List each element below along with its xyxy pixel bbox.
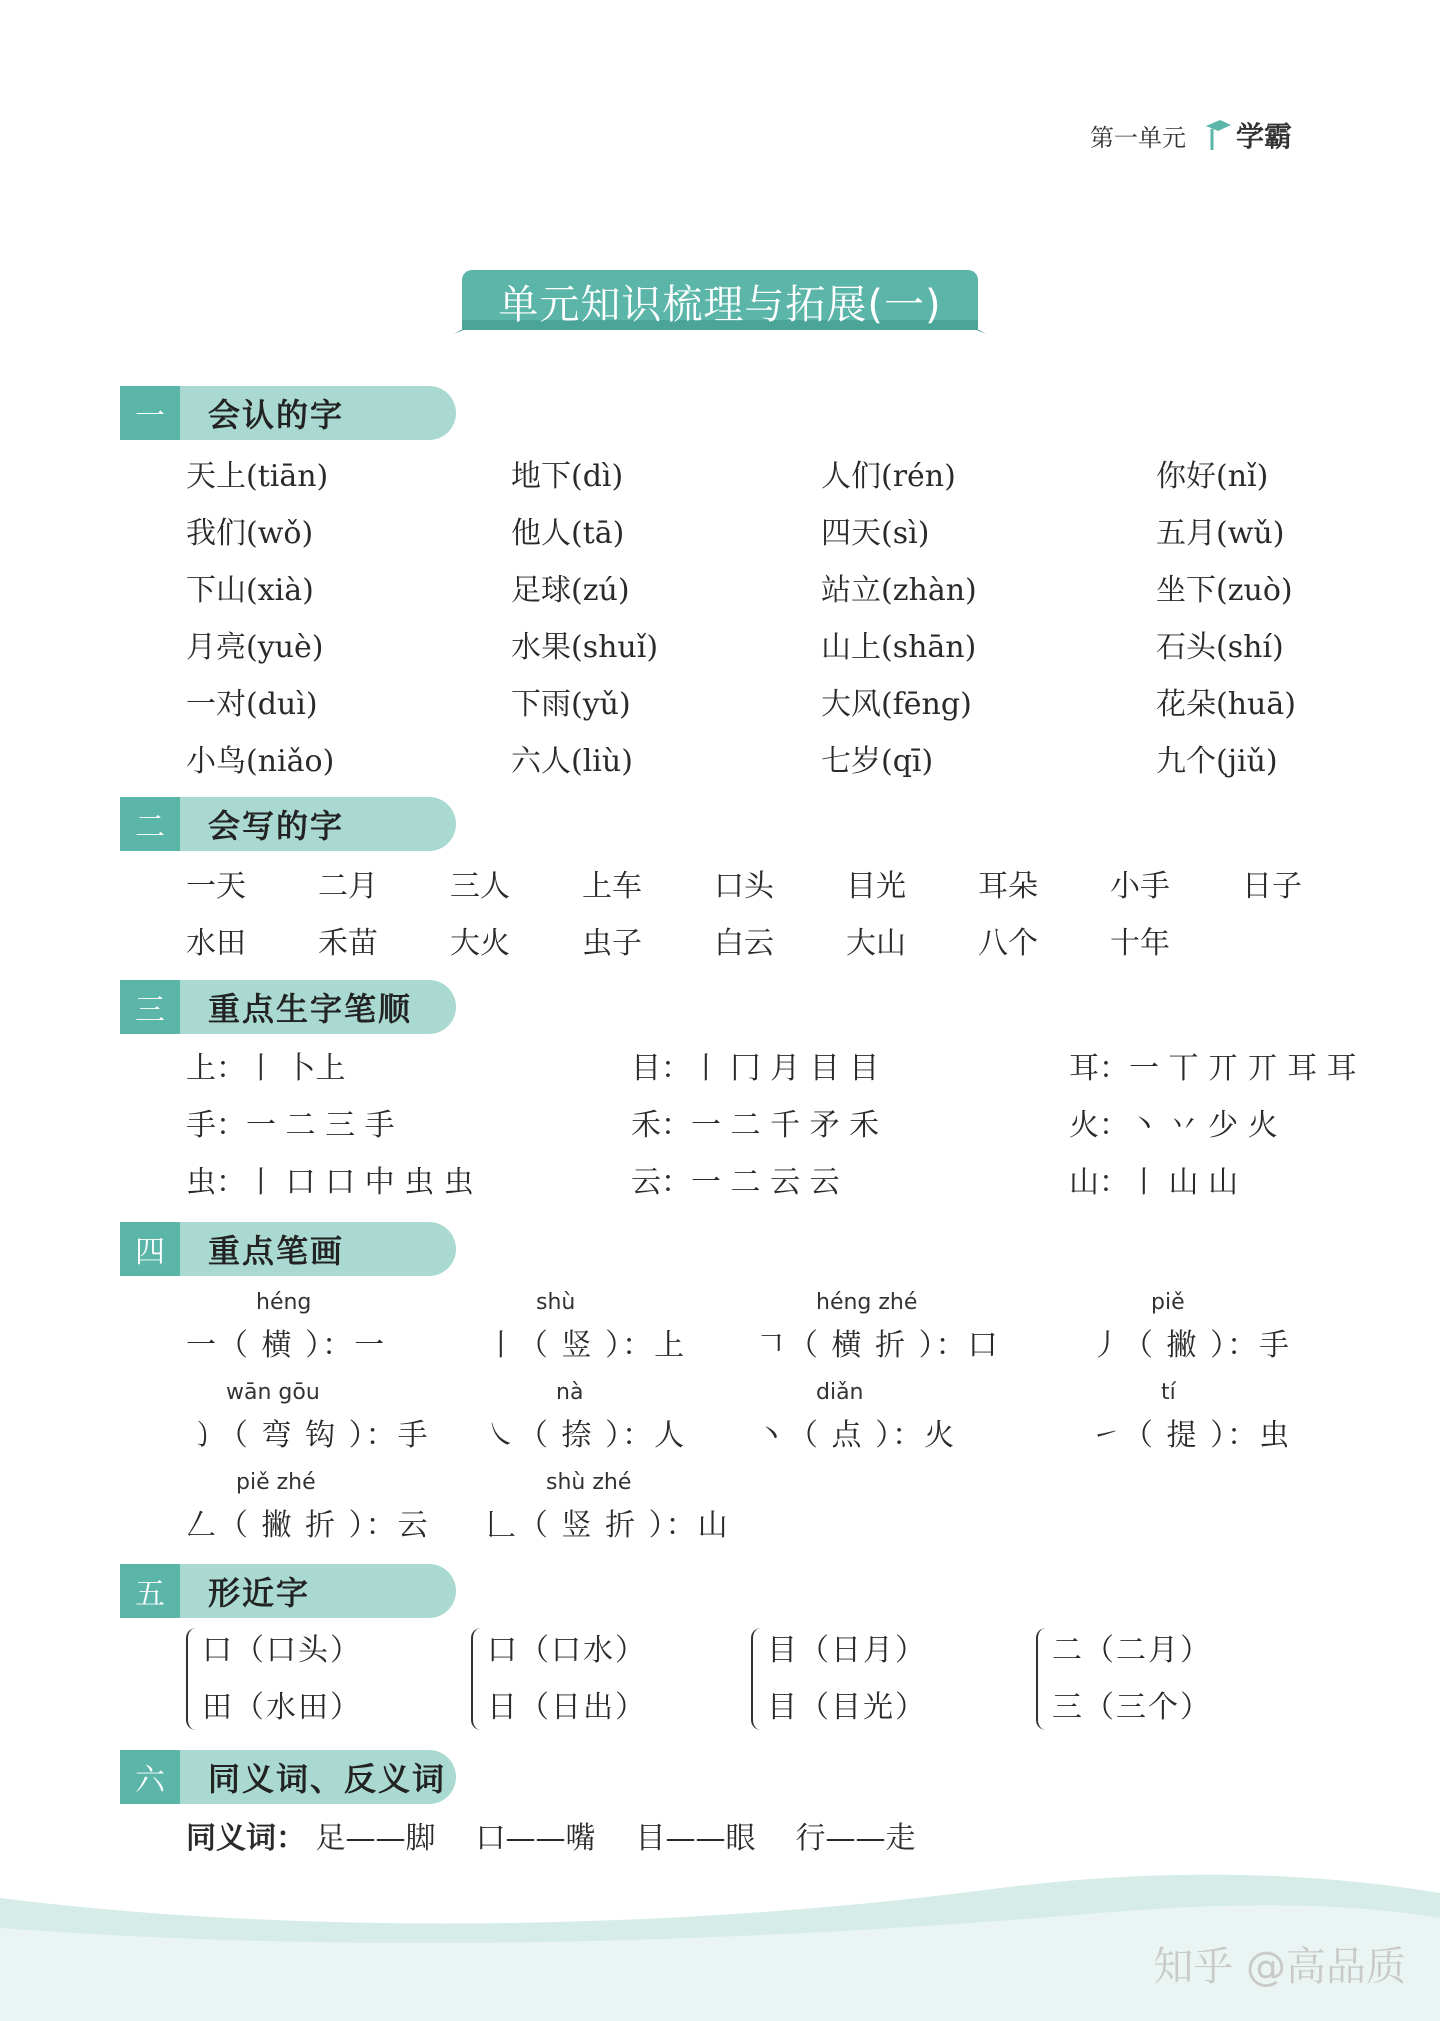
stroke-order-item: 手：一 二 三 手 — [186, 1108, 395, 1143]
section-number: 五 — [120, 1564, 180, 1618]
section-head-key-strokes — [120, 1222, 456, 1276]
section-number: 六 — [120, 1750, 180, 1804]
key-stroke-item — [486, 1290, 756, 1368]
synonyms-label: 同义词： — [186, 1821, 306, 1856]
stroke-name: ㇏（ 捺 ）：人 — [486, 1418, 687, 1453]
recognize-word: 足球(zú) — [511, 573, 630, 608]
write-word: 三人 — [450, 869, 510, 904]
similar-char: 口（口头） — [202, 1633, 362, 1668]
similar-chars-grid — [186, 1622, 1236, 1736]
write-word: 小手 — [1110, 869, 1170, 904]
stroke-order-item: 禾：一 二 千 矛 禾 — [631, 1108, 880, 1143]
stroke-order-item: 山：丨 山 山 — [1069, 1165, 1239, 1200]
key-stroke-item — [756, 1290, 1091, 1368]
similar-char-pair — [186, 1622, 471, 1736]
unit-label: 第一单元 — [1089, 123, 1186, 152]
stroke-order-item: 目：丨 冂 月 目 目 — [631, 1051, 880, 1086]
stroke-order-item: 云：一 二 云 云 — [631, 1165, 840, 1200]
stroke-name: ㇀（ 提 ）：虫 — [1091, 1418, 1292, 1453]
recognize-word: 石头(shí) — [1156, 630, 1284, 665]
write-word: 一天 — [186, 869, 246, 904]
watermark: 知乎 @高品质 — [1153, 1944, 1406, 1990]
write-word: 目光 — [846, 869, 906, 904]
stroke-pinyin: nà — [556, 1380, 584, 1405]
synonym-pair: 足——脚 — [315, 1821, 436, 1856]
write-word: 白云 — [714, 926, 774, 961]
recognize-word: 天上(tiān) — [186, 459, 329, 494]
write-word: 上车 — [582, 869, 642, 904]
recognize-word: 九个(jiǔ) — [1156, 744, 1278, 779]
key-stroke-item — [186, 1380, 486, 1458]
recognize-word: 一对(duì) — [186, 687, 318, 722]
section-number: 二 — [120, 797, 180, 851]
section-head-recognize — [120, 386, 456, 440]
stroke-name: 丿（ 撇 ）：手 — [1091, 1328, 1292, 1363]
pair-lines — [767, 1622, 927, 1736]
stroke-pinyin: wān gōu — [226, 1380, 320, 1405]
write-words-grid — [186, 858, 1374, 972]
stroke-pinyin: piě — [1151, 1290, 1185, 1315]
stroke-name: 𠃋（ 撇 折 ）：云 — [186, 1508, 430, 1543]
key-stroke-item — [486, 1380, 756, 1458]
key-strokes-grid — [186, 1290, 1331, 1548]
stroke-pinyin: héng — [256, 1290, 312, 1315]
recognize-words-grid — [186, 448, 1356, 790]
stroke-name: 𠃍（ 横 折 ）：口 — [756, 1328, 1000, 1363]
similar-char: 二（二月） — [1052, 1633, 1212, 1668]
recognize-word: 大风(fēng) — [821, 687, 972, 722]
write-word: 大火 — [450, 926, 510, 961]
recognize-word: 你好(nǐ) — [1156, 459, 1269, 494]
recognize-word: 水果(shuǐ) — [511, 630, 659, 665]
recognize-word: 我们(wǒ) — [186, 516, 314, 551]
recognize-word: 小鸟(niǎo) — [186, 744, 335, 779]
stroke-order-item: 上：丨 卜上 — [186, 1051, 346, 1086]
brand — [1204, 115, 1292, 155]
recognize-word: 人们(rén) — [821, 459, 956, 494]
recognize-word: 站立(zhàn) — [821, 573, 977, 608]
write-word: 十年 — [1110, 926, 1170, 961]
write-word: 水田 — [186, 926, 246, 961]
key-stroke-item — [186, 1470, 486, 1548]
section-head-similar — [120, 1564, 456, 1618]
stroke-pinyin: tí — [1161, 1380, 1176, 1405]
stroke-name: 一（ 横 ）：一 — [186, 1328, 387, 1363]
brace-icon — [751, 1628, 763, 1730]
similar-char: 日（日出） — [487, 1690, 647, 1725]
recognize-word: 地下(dì) — [511, 459, 624, 494]
recognize-word: 山上(shān) — [821, 630, 977, 665]
section-title: 形近字 — [208, 1574, 311, 1612]
brace-icon — [186, 1628, 198, 1730]
section-title: 会写的字 — [208, 807, 345, 845]
similar-char: 目（目光） — [767, 1690, 927, 1725]
key-stroke-item — [1091, 1380, 1331, 1458]
recognize-word: 四天(sì) — [821, 516, 930, 551]
graduation-cap-icon — [1204, 116, 1232, 154]
recognize-word: 五月(wǔ) — [1156, 516, 1285, 551]
write-word: 八个 — [978, 926, 1038, 961]
similar-char: 口（口水） — [487, 1633, 647, 1668]
pair-lines — [202, 1622, 362, 1736]
key-stroke-item — [1091, 1290, 1331, 1368]
key-stroke-item — [186, 1290, 486, 1368]
stroke-pinyin: diǎn — [816, 1380, 864, 1405]
recognize-word: 月亮(yuè) — [186, 630, 324, 665]
recognize-word: 他人(tā) — [511, 516, 625, 551]
synonym-pair: 行——走 — [795, 1821, 916, 1856]
stroke-order-item: 火：丶 丷 少 火 — [1069, 1108, 1278, 1143]
key-stroke-item — [486, 1470, 756, 1548]
recognize-word: 七岁(qī) — [821, 744, 934, 779]
similar-char-pair — [751, 1622, 1036, 1736]
stroke-pinyin: shù — [536, 1290, 576, 1315]
section-number: 三 — [120, 980, 180, 1034]
similar-char: 田（水田） — [202, 1690, 362, 1725]
stroke-order-item: 耳：一 丅 丌 丌 耳 耳 — [1069, 1051, 1357, 1086]
synonyms-line — [186, 1810, 956, 1867]
similar-char: 目（日月） — [767, 1633, 927, 1668]
brand-name: 学霸 — [1235, 120, 1292, 153]
section-title: 会认的字 — [208, 396, 345, 434]
title-banner — [450, 268, 990, 338]
pair-lines — [1052, 1622, 1212, 1736]
page-title: 单元知识梳理与拓展(一) — [498, 281, 942, 328]
synonym-pair: 目——眼 — [635, 1821, 756, 1856]
stroke-name: 𠃊（ 竖 折 ）：山 — [486, 1508, 730, 1543]
recognize-word: 下山(xià) — [186, 573, 314, 608]
write-word: 口头 — [714, 869, 774, 904]
similar-char: 三（三个） — [1052, 1690, 1212, 1725]
section-head-synonyms — [120, 1750, 456, 1804]
section-head-stroke-order — [120, 980, 456, 1034]
write-word: 日子 — [1242, 869, 1302, 904]
section-number: 四 — [120, 1222, 180, 1276]
write-word: 禾苗 — [318, 926, 378, 961]
section-head-write — [120, 797, 456, 851]
stroke-order-item: 虫：丨 口 口 中 虫 虫 — [186, 1165, 474, 1200]
similar-char-pair — [471, 1622, 751, 1736]
brace-icon — [1036, 1628, 1048, 1730]
brace-icon — [471, 1628, 483, 1730]
key-stroke-item — [756, 1380, 1091, 1458]
stroke-order-grid — [186, 1040, 1357, 1211]
recognize-word: 花朵(huā) — [1156, 687, 1296, 722]
stroke-pinyin: héng zhé — [816, 1290, 918, 1315]
section-title: 重点笔画 — [208, 1232, 345, 1270]
write-word: 耳朵 — [978, 869, 1038, 904]
recognize-word: 下雨(yǔ) — [511, 687, 631, 722]
stroke-name: ㇁（ 弯 钩 ）：手 — [186, 1418, 430, 1453]
section-title: 同义词、反义词 — [208, 1760, 447, 1798]
running-header — [1090, 115, 1292, 155]
similar-char-pair — [1036, 1622, 1236, 1736]
recognize-word: 六人(liù) — [511, 744, 633, 779]
synonym-pair: 口——嘴 — [475, 1821, 596, 1856]
stroke-pinyin: piě zhé — [236, 1470, 316, 1495]
stroke-pinyin: shù zhé — [546, 1470, 632, 1495]
section-title: 重点生字笔顺 — [208, 990, 413, 1028]
pair-lines — [487, 1622, 647, 1736]
write-word: 虫子 — [582, 926, 642, 961]
stroke-name: 丨（ 竖 ）：上 — [486, 1328, 687, 1363]
write-word: 二月 — [318, 869, 378, 904]
stroke-name: 丶（ 点 ）：火 — [756, 1418, 957, 1453]
section-number: 一 — [120, 386, 180, 440]
write-word: 大山 — [846, 926, 906, 961]
recognize-word: 坐下(zuò) — [1156, 573, 1293, 608]
